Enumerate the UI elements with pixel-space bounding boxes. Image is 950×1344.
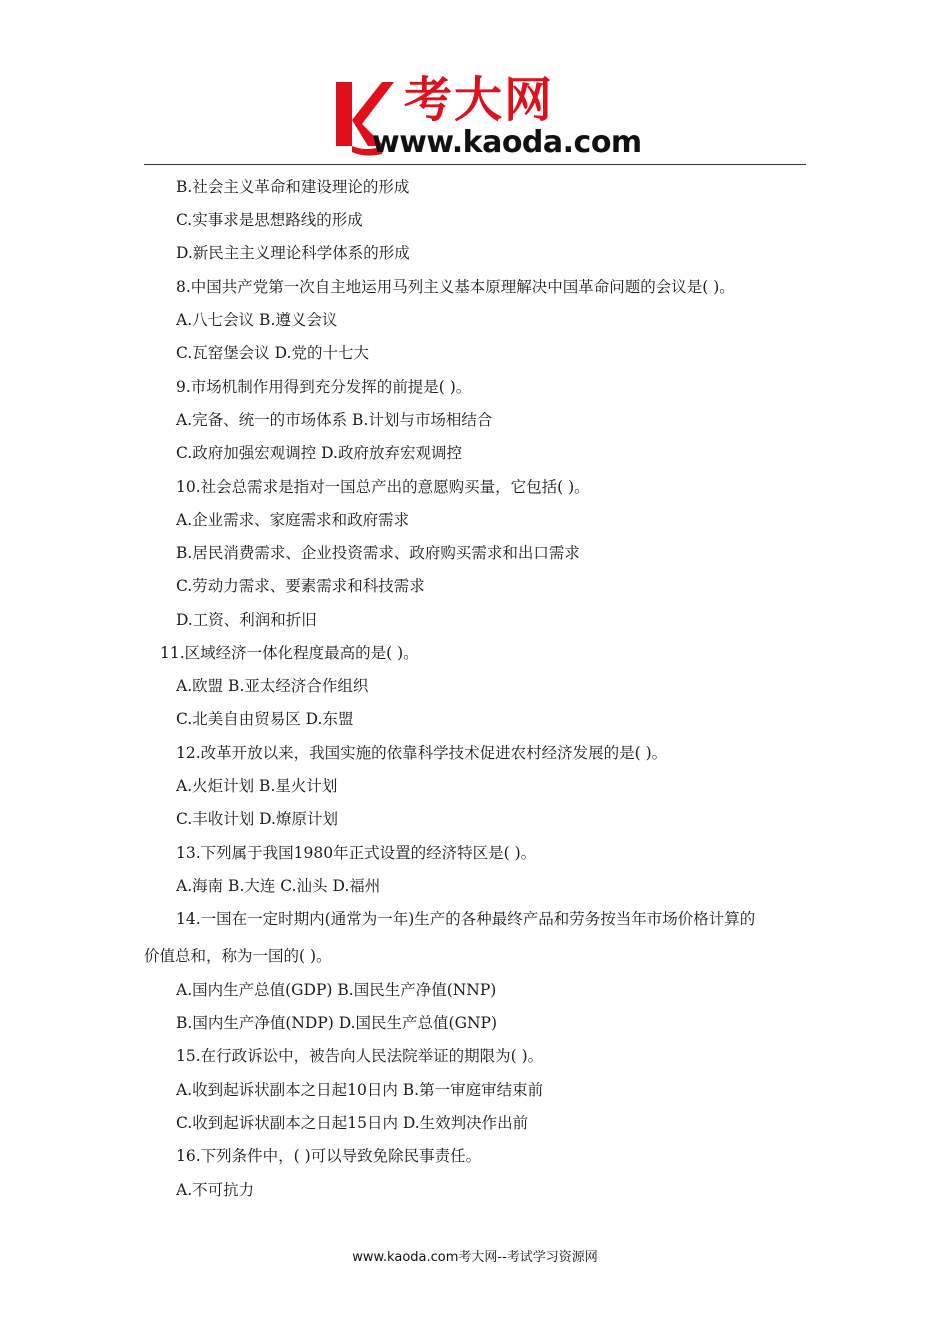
- text-line: B.社会主义革命和建设理论的形成: [176, 178, 410, 196]
- question-line: 9.市场机制作用得到充分发挥的前提是( )。: [176, 378, 472, 396]
- text-line: B.居民消费需求、企业投资需求、政府购买需求和出口需求: [176, 544, 580, 562]
- text-line: A.不可抗力: [176, 1181, 255, 1199]
- question-line: 10.社会总需求是指对一国总产出的意愿购买量，它包括( )。: [176, 478, 590, 496]
- question-line: 8.中国共产党第一次自主地运用马列主义基本原理解决中国革命问题的会议是( )。: [176, 278, 735, 296]
- question-line: 12.改革开放以来，我国实施的依靠科学技术促进农村经济发展的是( )。: [176, 744, 668, 762]
- question-line: 14.一国在一定时期内(通常为一年)生产的各种最终产品和劳务按当年市场价格计算的: [176, 910, 756, 928]
- question-line: 11.区域经济一体化程度最高的是( )。: [160, 644, 419, 662]
- text-line: A.收到起诉状副本之日起10日内 B.第一审庭审结束前: [176, 1081, 544, 1099]
- text-line: A.国内生产总值(GDP) B.国民生产净值(NNP): [176, 981, 497, 999]
- question-line: 15.在行政诉讼中，被告向人民法院举证的期限为( )。: [176, 1047, 544, 1065]
- text-line: A.火炬计划 B.星火计划: [176, 777, 338, 795]
- header-divider: [144, 164, 806, 165]
- text-line: A.完备、统一的市场体系 B.计划与市场相结合: [176, 411, 493, 429]
- text-line: A.企业需求、家庭需求和政府需求: [176, 511, 410, 529]
- logo-url-text: www.kaoda.com: [372, 125, 642, 160]
- text-line: C.北美自由贸易区 D.东盟: [176, 710, 354, 728]
- text-line: B.国内生产净值(NDP) D.国民生产总值(GNP): [176, 1014, 498, 1032]
- page-footer[interactable]: www.kaoda.com考大网--考试学习资源网: [352, 1250, 598, 1265]
- text-line: A.八七会议 B.遵义会议: [176, 311, 338, 329]
- question-line: 16.下列条件中，( )可以导致免除民事责任。: [176, 1147, 482, 1165]
- text-line: C.实事求是思想路线的形成: [176, 211, 363, 229]
- logo-chinese-text: 考大网: [404, 72, 555, 128]
- text-line: C.丰收计划 D.燎原计划: [176, 810, 338, 828]
- text-line: C.收到起诉状副本之日起15日内 D.生效判决作出前: [176, 1114, 529, 1132]
- site-logo[interactable]: [332, 72, 662, 160]
- text-line: C.劳动力需求、要素需求和科技需求: [176, 577, 425, 595]
- text-line: C.政府加强宏观调控 D.政府放弃宏观调控: [176, 444, 462, 462]
- text-line: D.工资、利润和折旧: [176, 611, 317, 629]
- text-line: A.欧盟 B.亚太经济合作组织: [176, 677, 369, 695]
- question-line-continued: 价值总和，称为一国的( )。: [144, 947, 332, 965]
- text-line: A.海南 B.大连 C.汕头 D.福州: [176, 877, 381, 895]
- text-line: D.新民主主义理论科学体系的形成: [176, 244, 410, 262]
- question-line: 13.下列属于我国1980年正式设置的经济特区是( )。: [176, 844, 537, 862]
- text-line: C.瓦窑堡会议 D.党的十七大: [176, 344, 369, 362]
